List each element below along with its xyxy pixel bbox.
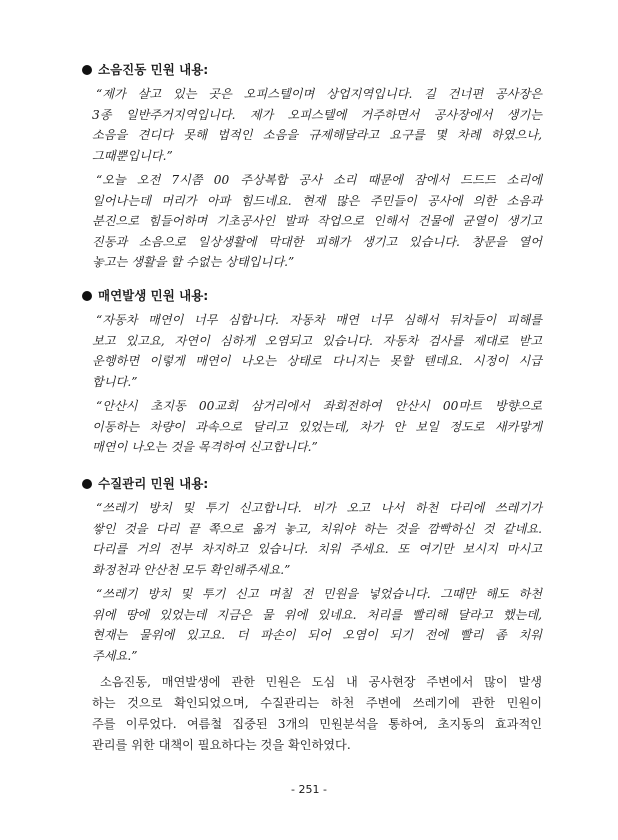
complaint-quote [92, 584, 542, 666]
quote-line: 운행하면 이렇게 매연이 나오는 상태로 다니지는 못할 텐데요. 시정이 시급 [92, 354, 542, 368]
quote-line: 이동하는 차량이 과속으로 달리고 있었는데, 차가 안 보일 정도로 새카맣게 [92, 419, 542, 434]
quote-line: 3종 일반주거지역입니다. 제가 오피스텔에 거주하면서 공사장에서 생기는 [92, 107, 542, 122]
quote-line: 보고 있고요, 자연이 심하게 오염되고 있습니다. 자동차 검사를 제대로 받고 [92, 333, 542, 348]
summary-line: 관리를 위한 대책이 필요하다는 것을 확인하였다. [92, 738, 351, 752]
quote-line: 위에 땅에 있었는데 지금은 물 위에 있네요. 처리를 빨리해 달라고 했는데, [92, 607, 542, 622]
complaint-quote [92, 498, 542, 580]
quote-line: 현재는 물위에 있고요. 더 파손이 되어 오염이 되기 전에 빨리 좀 치워 [92, 628, 542, 642]
summary-paragraph [92, 672, 542, 756]
section-water-quality [82, 474, 542, 756]
quote-line: 소음을 견디다 못해 법적인 소음을 규제해달라고 요구를 몇 차례 하였으나, [92, 128, 542, 142]
quote-line: 일어나는데 머리가 아파 힘드네요. 현재 많은 주민들이 공사에 의한 소음과 [92, 193, 542, 208]
section-heading-text: 매연발생 민원 내용: [98, 288, 209, 303]
quote-line: 화정천과 안산천 모두 확인해주세요.” [92, 562, 291, 577]
quote-line: 합니다.” [92, 374, 138, 389]
quote-line: “자동차 매연이 너무 심합니다. 자동차 매연 너무 심해서 뒤차들이 피해를 [96, 313, 542, 327]
bullet-icon [82, 479, 92, 489]
section-heading [82, 474, 542, 494]
complaint-quote [92, 84, 542, 166]
page-number: - 251 - [291, 783, 327, 796]
complaint-quote [92, 310, 542, 392]
complaint-quote [92, 170, 542, 273]
quote-line: 매연이 나오는 것을 목격하여 신고합니다.” [92, 440, 318, 454]
quote-line: “제가 살고 있는 곳은 오피스텔이며 상업지역입니다. 길 건너편 공사장은 [96, 87, 542, 101]
quote-line: 분진으로 힘들어하며 기초공사인 발파 작업으로 인해서 건물에 균열이 생기고 [92, 214, 542, 228]
quote-line: 다리를 거의 전부 차지하고 있습니다. 치워 주세요. 또 여기만 보시지 마시고 [92, 542, 542, 556]
quote-line: “안산시 초지동 00교회 삼거리에서 좌회전하여 안산시 00마트 방향으로 [96, 399, 542, 413]
quote-line: “쓰레기 방치 및 투기 신고 며칠 전 민원을 넣었습니다. 그때만 해도 하천 [96, 587, 542, 601]
section-heading-text: 수질관리 민원 내용: [98, 476, 209, 491]
quote-line: 진동과 소음으로 일상생활에 막대한 피해가 생기고 있습니다. 창문을 열어 [92, 234, 542, 249]
bullet-icon [82, 65, 92, 75]
quote-line: 그때뿐입니다.” [92, 148, 173, 163]
quote-line: “쓰레기 방치 및 투기 신고합니다. 비가 오고 나서 하천 다리에 쓰레기가 [96, 501, 542, 515]
quote-line: 주세요.” [92, 648, 138, 663]
summary-line: 소음진동, 매연발생에 관한 민원은 도심 내 공사현장 주변에서 많이 발생 [100, 675, 542, 689]
quote-line: 쌓인 것을 다리 끝 쪽으로 옮겨 놓고, 치워야 하는 것을 깜빡하신 것 같네요. [92, 521, 542, 536]
section-heading [82, 286, 542, 306]
quote-line: 놓고는 생활을 할 수없는 상태입니다.” [92, 255, 295, 269]
complaint-quote [92, 396, 542, 458]
bullet-icon [82, 291, 92, 301]
section-heading-text: 소음진동 민원 내용: [98, 62, 209, 77]
quote-line: “오늘 오전 7시쯤 00 주상복합 공사 소리 때문에 잠에서 드드드 소리에 [96, 173, 542, 187]
summary-line: 주를 이루었다. 여름철 집중된 3개의 민원분석을 통하여, 초지동의 효과적인 [92, 717, 542, 731]
section-noise-vibration [82, 60, 542, 273]
section-exhaust-emission [82, 286, 542, 458]
section-heading [82, 60, 542, 80]
summary-line: 하는 것으로 확인되었으며, 수질관리는 하천 주변에 쓰레기에 관한 민원이 [92, 696, 542, 710]
